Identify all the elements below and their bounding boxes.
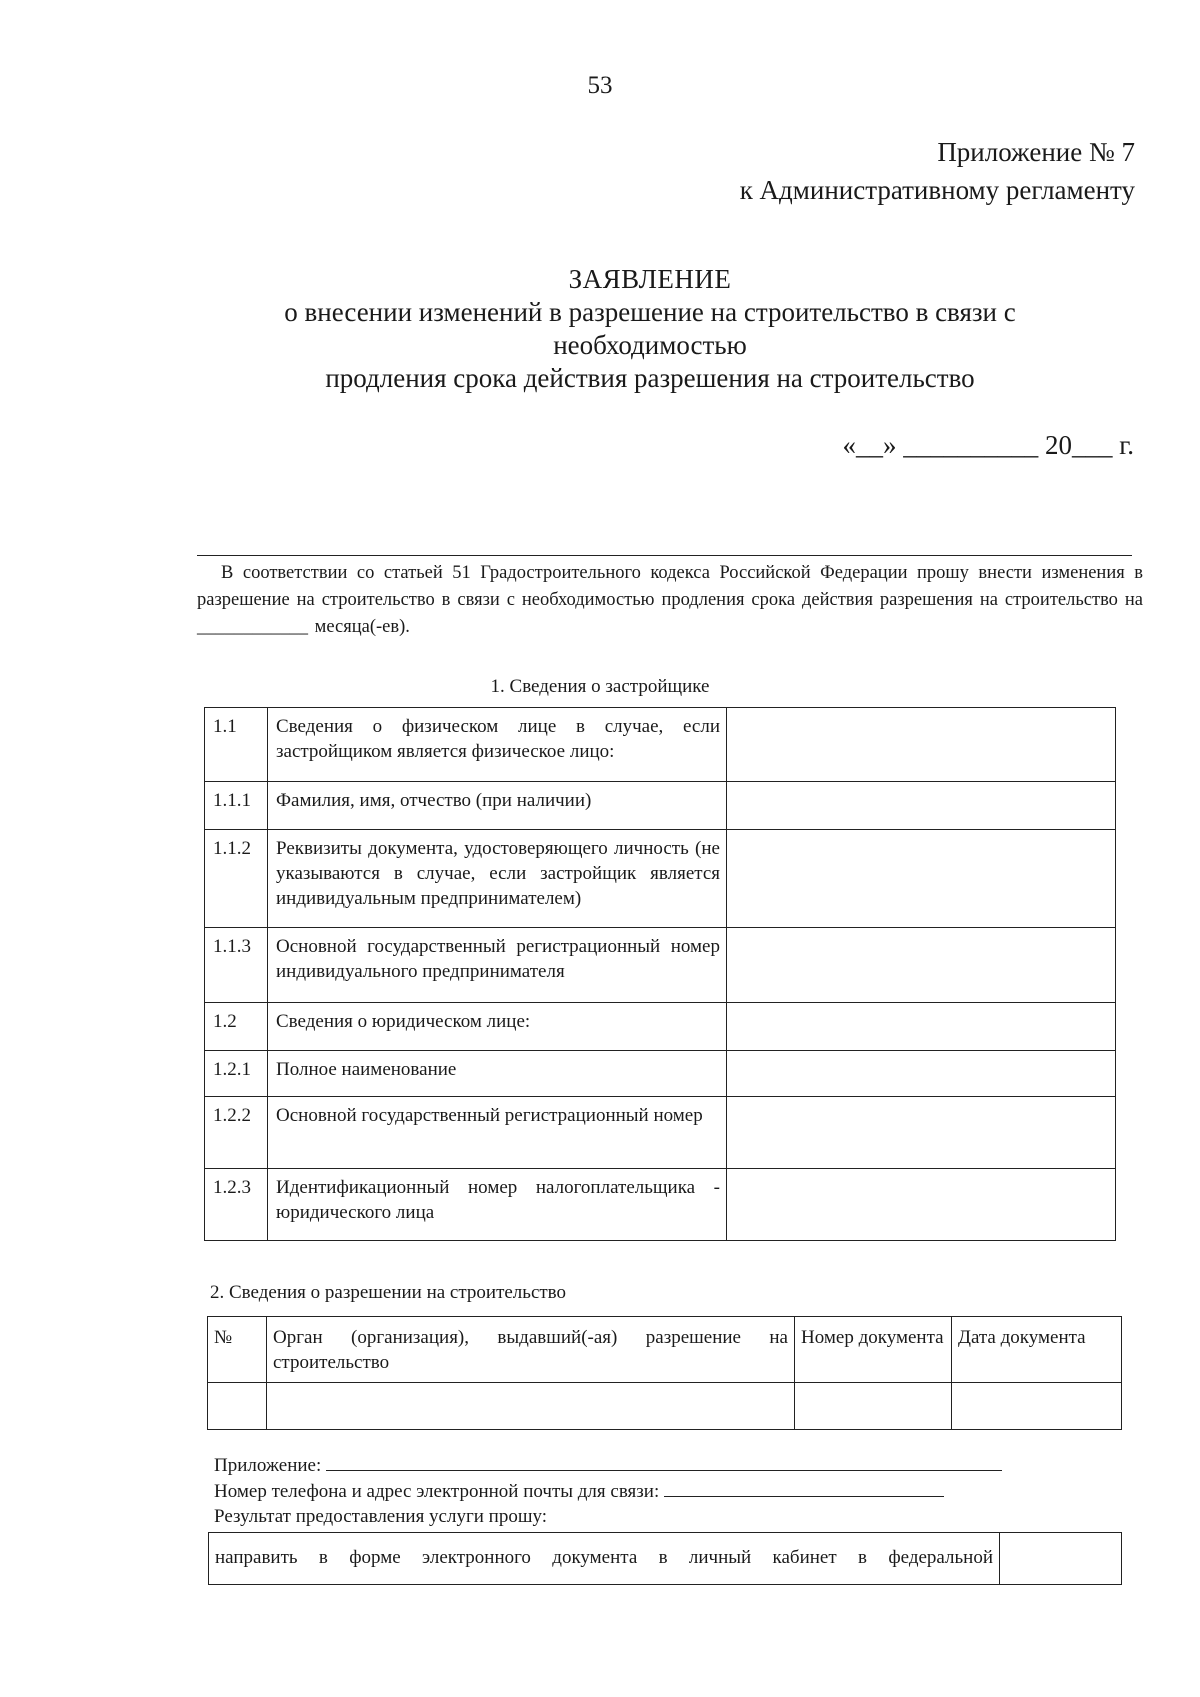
appendix-number: Приложение № 7 (937, 137, 1135, 167)
section-permit-title: 2. Сведения о разрешении на строительство (210, 1282, 567, 1303)
cell-number-field[interactable] (208, 1383, 267, 1430)
table-row (205, 928, 1116, 1003)
row-value-field[interactable] (727, 1003, 1116, 1051)
row-label: Идентификационный номер налогоплательщика - юридического лица (268, 1169, 727, 1241)
row-number: 1.1 (205, 708, 268, 782)
contact-label: Номер телефона и адрес электронной почты для связи: (214, 1481, 660, 1502)
result-options-table (208, 1532, 1122, 1585)
table-row (209, 1533, 1122, 1585)
contact-field[interactable] (664, 1478, 944, 1497)
column-header-doc-number: Номер документа (795, 1317, 952, 1383)
intro-text-end: месяца(-ев). (314, 617, 410, 637)
row-value-field[interactable] (727, 928, 1116, 1003)
months-field[interactable]: ____________ (197, 617, 308, 637)
intro-text: В соответствии со статьей 51 Градостроительного кодекса Российской Федерации прошу внести изменения в разрешение на строительство в связи с необходимостью продления срока действия разрешения на строительство на (197, 563, 1143, 610)
attachment-field[interactable] (326, 1452, 1002, 1471)
table-row (205, 708, 1116, 782)
row-label: Фамилия, имя, отчество (при наличии) (268, 782, 727, 830)
row-label: Реквизиты документа, удостоверяющего личность (не указываются в случае, если застройщик является индивидуальным предпринимателем) (268, 830, 727, 928)
row-value-field[interactable] (727, 708, 1116, 782)
row-value-field[interactable] (727, 1051, 1116, 1097)
table-row (205, 782, 1116, 830)
title-line-2: необходимостью (553, 330, 747, 360)
result-label: Результат предоставления услуги прошу: (214, 1506, 548, 1527)
row-label: Сведения о юридическом лице: (268, 1003, 727, 1051)
footer-fields (214, 1452, 1002, 1529)
cell-doc-date-field[interactable] (952, 1383, 1122, 1430)
document-title (150, 262, 1150, 395)
table-row (205, 1169, 1116, 1241)
table-row (205, 830, 1116, 928)
row-value-field[interactable] (727, 1097, 1116, 1169)
permit-info-table (207, 1316, 1122, 1430)
section-developer-title: 1. Сведения о застройщике (490, 676, 710, 697)
attachment-line (214, 1452, 1002, 1478)
row-label: Основной государственный регистрационный номер (268, 1097, 727, 1169)
table-row (205, 1003, 1116, 1051)
row-label: Полное наименование (268, 1051, 727, 1097)
row-number: 1.1.3 (205, 928, 268, 1003)
appendix-header (740, 133, 1135, 209)
table-row (208, 1383, 1122, 1430)
row-number: 1.2 (205, 1003, 268, 1051)
table-header-row (208, 1317, 1122, 1383)
column-header-number: № (208, 1317, 267, 1383)
title-heading: ЗАЯВЛЕНИЕ (568, 264, 732, 294)
column-header-doc-date: Дата документа (952, 1317, 1122, 1383)
result-option-checkbox[interactable] (1000, 1533, 1122, 1585)
row-value-field[interactable] (727, 1169, 1116, 1241)
row-value-field[interactable] (727, 830, 1116, 928)
title-line-3: продления срока действия разрешения на строительство (325, 363, 975, 393)
result-option-label: направить в форме электронного документа в личный кабинет в федеральной (209, 1533, 1000, 1585)
row-label: Сведения о физическом лице в случае, если застройщиком является физическое лицо: (268, 708, 727, 782)
appendix-reference: к Административному регламенту (739, 175, 1135, 205)
page-number: 53 (587, 72, 613, 99)
intro-paragraph (197, 560, 1143, 641)
row-number: 1.2.1 (205, 1051, 268, 1097)
cell-doc-number-field[interactable] (795, 1383, 952, 1430)
row-label: Основной государственный регистрационный номер индивидуального предпринимателя (268, 928, 727, 1003)
date-field[interactable]: «__» __________ 20___ г. (842, 430, 1134, 460)
row-number: 1.2.2 (205, 1097, 268, 1169)
table-row (205, 1097, 1116, 1169)
contact-line (214, 1478, 1002, 1504)
column-header-authority: Орган (организация), выдавший(-ая) разрешение на строительство (267, 1317, 795, 1383)
row-value-field[interactable] (727, 782, 1116, 830)
row-number: 1.1.2 (205, 830, 268, 928)
attachment-label: Приложение: (214, 1455, 322, 1476)
row-number: 1.1.1 (205, 782, 268, 830)
cell-authority-field[interactable] (267, 1383, 795, 1430)
row-number: 1.2.3 (205, 1169, 268, 1241)
title-line-1: о внесении изменений в разрешение на строительство в связи с (284, 297, 1016, 327)
table-row (205, 1051, 1116, 1097)
divider-line (197, 555, 1132, 556)
developer-info-table (204, 707, 1116, 1241)
